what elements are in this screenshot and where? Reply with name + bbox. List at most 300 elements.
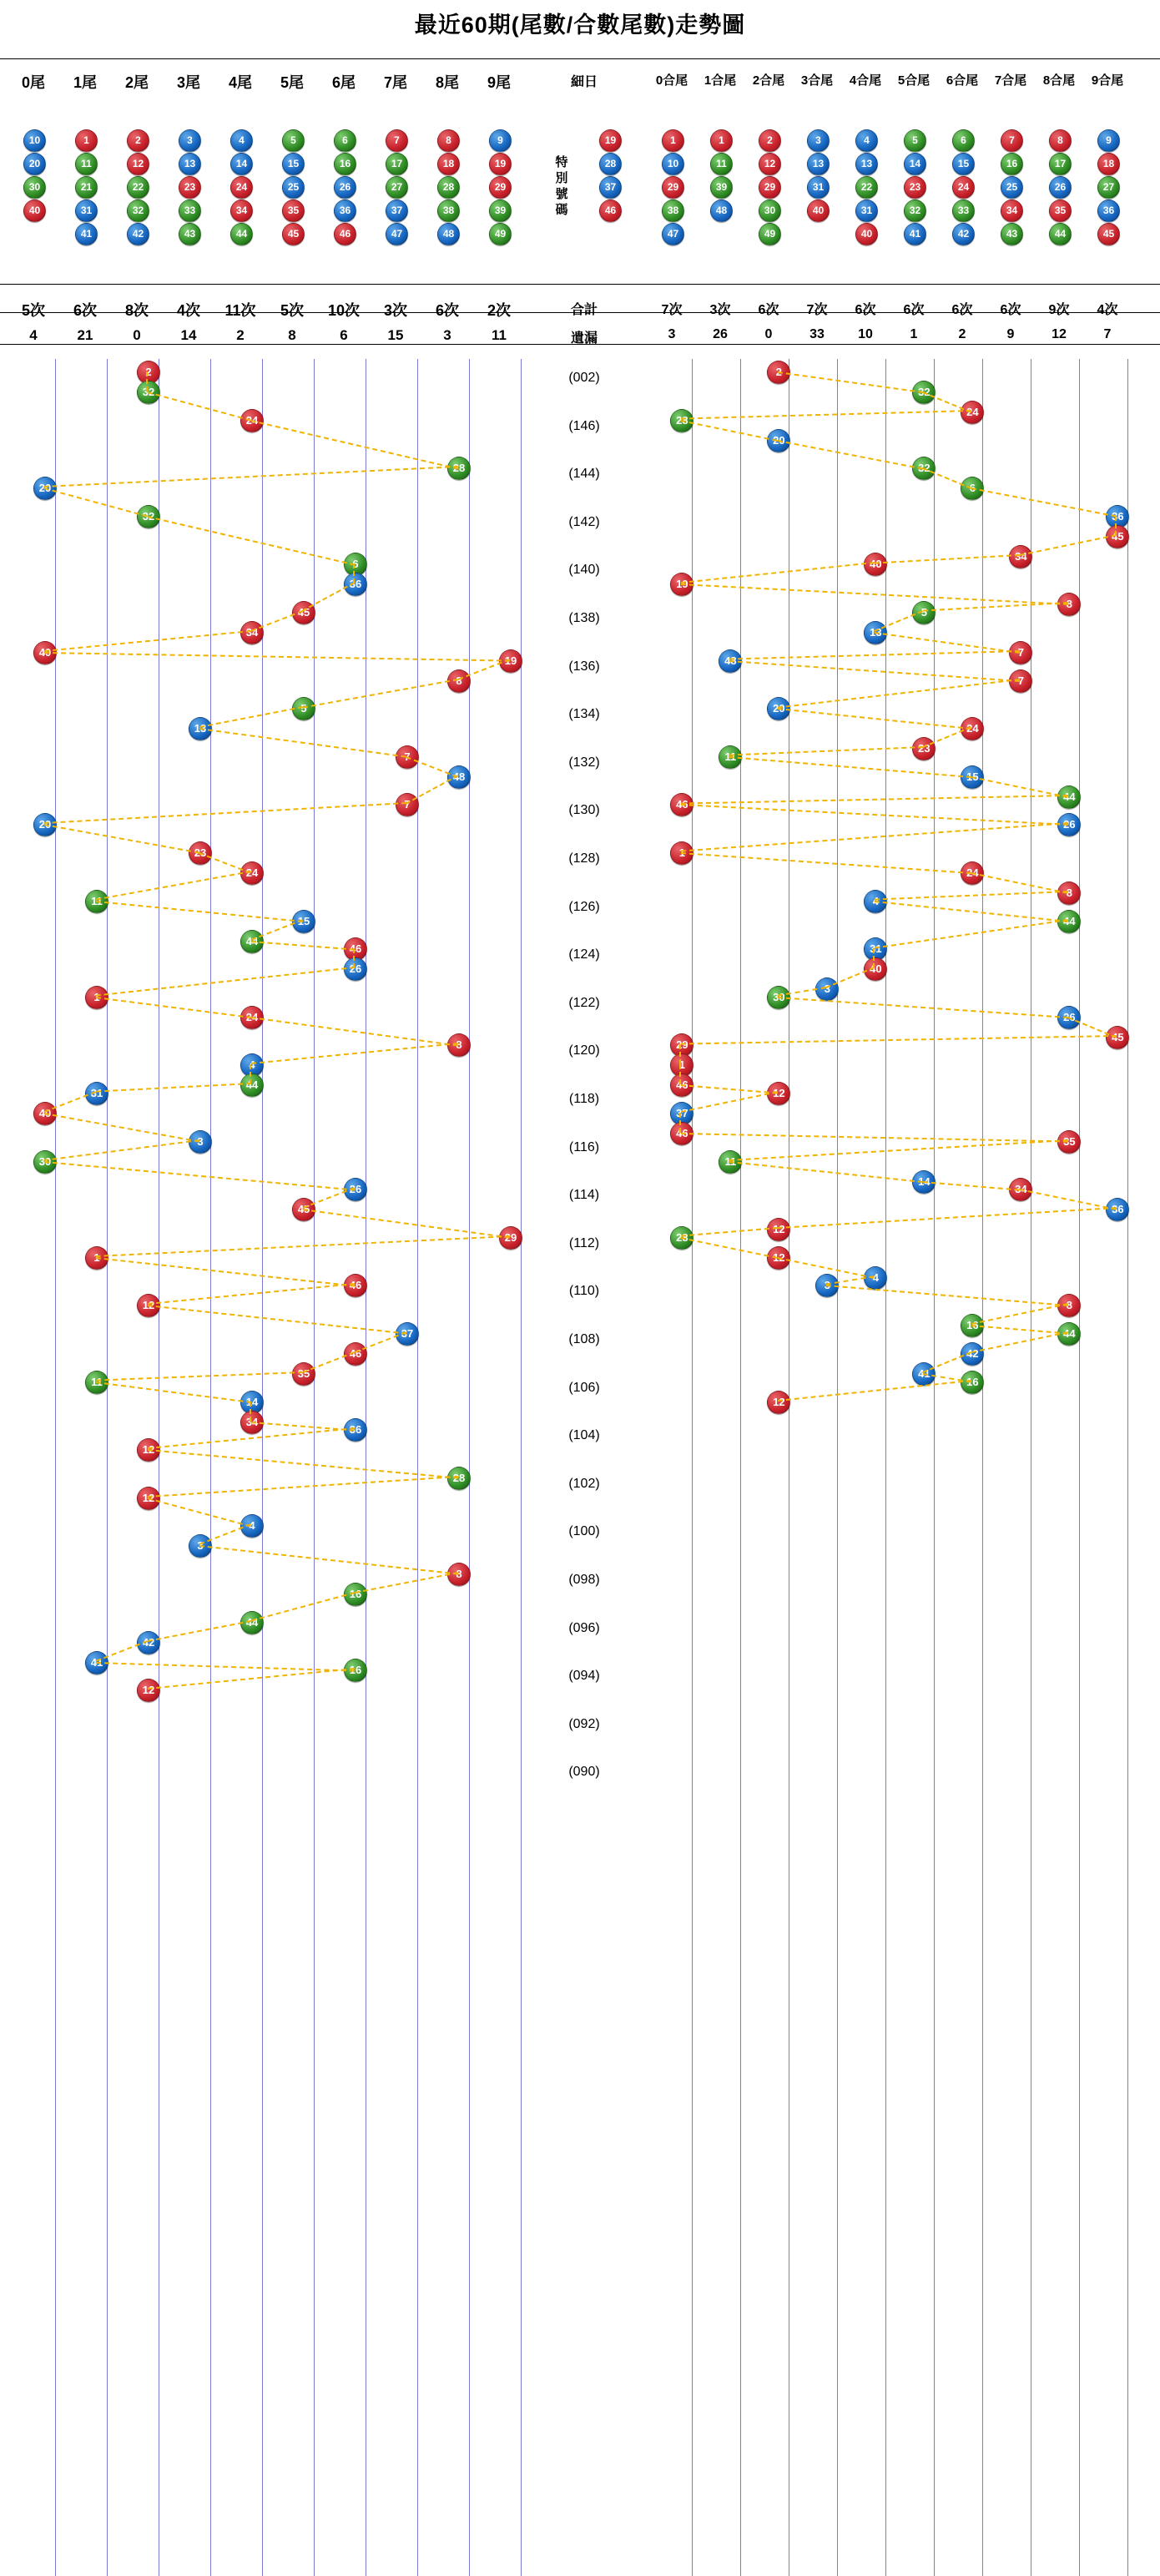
period-label: (098) (568, 1573, 600, 1587)
column-miss: 21 (77, 327, 93, 343)
connector-line (44, 824, 199, 854)
plot-ball-right: 7 (1009, 641, 1032, 664)
connector-line (251, 1043, 458, 1064)
plot-ball-left: 8 (447, 669, 471, 693)
period-label: (146) (568, 418, 600, 433)
column-header-6尾: 6尾 (331, 74, 356, 91)
connector-line (729, 650, 1020, 660)
grid-line-right (934, 359, 935, 2576)
connector-line (146, 371, 148, 391)
plot-ball-right: 12 (767, 1218, 790, 1241)
header-ball: 8 (437, 129, 460, 152)
header-ball: 16 (1001, 153, 1023, 175)
connector-line (148, 1498, 252, 1528)
plot-ball-right: 16 (961, 1371, 984, 1394)
plot-ball-right: 46 (670, 793, 693, 816)
plot-ball-right: 32 (912, 381, 936, 404)
connector-line (681, 804, 1068, 826)
date-label: 細日 (570, 75, 598, 89)
plot-ball-left: 46 (344, 1342, 367, 1366)
connector-line (251, 420, 458, 470)
plot-ball-right: 16 (961, 1314, 984, 1337)
plot-ball-left: 11 (85, 890, 108, 913)
header-ball: 28 (437, 176, 460, 199)
plot-ball-left: 24 (240, 1006, 264, 1029)
special-ball: 19 (599, 129, 622, 152)
header-ball: 12 (759, 153, 781, 175)
plot-ball-left: 35 (292, 1362, 315, 1386)
plot-ball-left: 8 (447, 1563, 471, 1586)
plot-ball-left: 4 (240, 1053, 264, 1077)
grid-line-right (982, 359, 983, 2576)
header-ball: 26 (1049, 176, 1072, 199)
header-ball: 10 (662, 153, 684, 175)
plot-ball-right: 24 (961, 861, 984, 885)
connector-line (729, 1161, 923, 1183)
period-label: (134) (568, 707, 600, 722)
header-ball: 44 (230, 223, 253, 245)
connector-line (681, 852, 971, 874)
grid-line-left (210, 359, 211, 2576)
header-ball: 31 (855, 200, 878, 222)
special-ball: 37 (599, 176, 622, 199)
column-miss: 9 (1006, 327, 1015, 341)
period-label: (114) (568, 1188, 600, 1203)
connector-line (199, 1545, 458, 1575)
plot-ball-left: 37 (396, 1322, 419, 1346)
plot-ball-left: 16 (344, 1659, 367, 1682)
special-ball: 46 (599, 200, 622, 222)
connector-line (875, 901, 1068, 922)
connector-line (875, 891, 1068, 901)
connector-line (681, 1084, 778, 1094)
connector-line (44, 802, 406, 824)
header-ball: 1 (75, 129, 98, 152)
connector-line (96, 1662, 355, 1672)
column-miss: 1 (910, 327, 918, 341)
plot-ball-left: 12 (137, 1438, 160, 1462)
plot-ball-left: 40 (33, 1102, 57, 1125)
plot-ball-right: 11 (719, 745, 742, 769)
plot-ball-left: 12 (137, 1294, 160, 1317)
header-ball: 27 (1097, 176, 1120, 199)
miss-label: 遺漏 (570, 331, 598, 346)
period-label: (132) (568, 755, 600, 770)
connector-line (96, 871, 251, 901)
plot-ball-left: 11 (85, 1371, 108, 1394)
plot-ball-right: 2 (767, 361, 790, 384)
column-frequency: 7次 (806, 303, 828, 317)
column-miss: 33 (809, 327, 825, 341)
header-ball: 40 (855, 223, 878, 245)
header-ball: 11 (75, 153, 98, 175)
period-label: (106) (568, 1380, 600, 1395)
header-ball: 31 (807, 176, 830, 199)
header-ball: 45 (282, 223, 305, 245)
header-ball: 41 (75, 223, 98, 245)
header-ball: 46 (334, 223, 356, 245)
plot-ball-left: 32 (137, 381, 160, 404)
column-header-9尾: 9尾 (487, 74, 511, 91)
connector-line (353, 948, 355, 968)
header-ball: 4 (855, 129, 878, 152)
column-header-1尾: 1尾 (73, 74, 97, 91)
page-title: 最近60期(尾數/合數尾數)走勢圖 (414, 13, 746, 38)
plot-ball-left: 16 (344, 1583, 367, 1606)
header-ball: 29 (489, 176, 512, 199)
header-ball: 38 (437, 200, 460, 222)
period-label: (130) (568, 803, 600, 818)
column-miss: 10 (858, 327, 873, 341)
connector-line (353, 563, 355, 583)
plot-ball-left: 44 (240, 930, 264, 953)
plot-ball-right: 48 (719, 649, 742, 673)
grid-line-left (107, 359, 108, 2576)
plot-ball-right: 32 (912, 457, 936, 480)
plot-ball-right: 12 (767, 1246, 790, 1270)
plot-ball-right: 7 (1009, 669, 1032, 693)
connector-line (826, 1285, 1068, 1306)
connector-line (681, 1227, 778, 1237)
column-frequency: 8次 (124, 302, 149, 319)
header-ball: 33 (952, 200, 975, 222)
header-ball: 32 (904, 200, 926, 222)
header-ball: 26 (334, 176, 356, 199)
column-header-3尾: 3尾 (176, 74, 200, 91)
plot-ball-right: 45 (1106, 1026, 1129, 1049)
connector-line (681, 420, 778, 442)
connector-line (923, 602, 1068, 612)
connector-line (148, 1305, 406, 1335)
column-frequency: 10次 (327, 302, 361, 319)
plot-ball-left: 44 (240, 1073, 264, 1097)
plot-ball-left: 28 (447, 457, 471, 480)
header-ball: 36 (334, 200, 356, 222)
plot-ball-right: 28 (670, 409, 693, 432)
plot-ball-left: 13 (189, 717, 212, 740)
connector-line (44, 1139, 199, 1161)
plot-ball-left: 34 (240, 1411, 264, 1434)
plot-ball-left: 7 (396, 793, 419, 816)
column-header-4尾: 4尾 (228, 74, 252, 91)
grid-line-left (417, 359, 418, 2576)
plot-ball-right: 23 (912, 737, 936, 760)
plot-ball-right: 20 (767, 697, 790, 720)
header-ball: 34 (230, 200, 253, 222)
period-label: (128) (568, 851, 600, 866)
connector-line (251, 941, 355, 951)
header-ball: 48 (437, 223, 460, 245)
column-frequency: 6次 (855, 303, 876, 317)
connector-line (406, 756, 458, 778)
plot-ball-left: 40 (33, 641, 57, 664)
column-frequency: 6次 (758, 303, 779, 317)
header-ball: 22 (127, 176, 149, 199)
period-label: (124) (568, 947, 600, 962)
period-label: (092) (568, 1716, 600, 1731)
column-frequency: 4次 (176, 302, 200, 319)
period-label: (108) (568, 1332, 600, 1346)
header-ball: 49 (489, 223, 512, 245)
plot-ball-left: 5 (292, 697, 315, 720)
connector-line (148, 1668, 355, 1690)
plot-ball-left: 45 (292, 1198, 315, 1221)
header-ball: 9 (1097, 129, 1120, 152)
plot-ball-right: 44 (1057, 910, 1081, 933)
header-ball: 32 (127, 200, 149, 222)
header-ball: 7 (386, 129, 408, 152)
plot-ball-right: 8 (1057, 881, 1081, 905)
connector-line (44, 487, 149, 518)
header-ball: 30 (759, 200, 781, 222)
column-header-7合尾: 7合尾 (994, 73, 1027, 88)
column-frequency: 5次 (21, 302, 45, 319)
connector-line (250, 1064, 251, 1084)
column-miss: 14 (180, 327, 197, 343)
connector-line (875, 554, 1020, 564)
connector-line (148, 1476, 458, 1498)
header-ball: 15 (282, 153, 305, 175)
connector-line (778, 440, 923, 470)
period-label: (140) (568, 563, 600, 578)
plot-ball-right: 1 (670, 1053, 693, 1077)
plot-ball-right: 15 (961, 765, 984, 789)
connector-line (148, 391, 252, 422)
header-ball: 42 (952, 223, 975, 245)
column-miss: 3 (443, 327, 451, 343)
connector-line (199, 852, 251, 874)
connector-line (923, 1181, 1020, 1191)
header-ball: 40 (807, 200, 830, 222)
connector-line (971, 1325, 1068, 1335)
connector-line (96, 1257, 355, 1287)
connector-line (681, 1035, 1117, 1045)
period-label: (138) (568, 611, 600, 625)
connector-line (729, 746, 923, 756)
plot-ball-right: 46 (670, 1122, 693, 1145)
header-ball: 15 (952, 153, 975, 175)
plot-ball-right: 34 (1009, 1178, 1032, 1201)
plot-ball-left: 8 (447, 1033, 471, 1057)
plot-ball-left: 20 (33, 477, 57, 500)
column-miss: 8 (288, 327, 296, 343)
column-miss: 26 (713, 327, 728, 341)
plot-ball-right: 26 (1057, 1006, 1081, 1029)
period-label: (126) (568, 899, 600, 914)
connector-line (44, 1161, 355, 1191)
plot-ball-left: 34 (240, 621, 264, 644)
plot-ball-right: 36 (1106, 1198, 1129, 1221)
column-miss: 11 (492, 327, 507, 343)
header-ball: 37 (386, 200, 408, 222)
header-ball: 29 (662, 176, 684, 199)
connector-line (199, 1524, 251, 1546)
connector-line (778, 708, 971, 730)
plot-ball-left: 26 (344, 1178, 367, 1201)
connector-line (681, 1237, 778, 1259)
column-header-2尾: 2尾 (124, 74, 149, 91)
plot-ball-left: 23 (189, 841, 212, 865)
column-frequency: 11次 (224, 302, 256, 319)
period-label: (002) (568, 371, 600, 385)
column-header-5尾: 5尾 (280, 74, 304, 91)
connector-line (778, 371, 923, 393)
column-header-9合尾: 9合尾 (1091, 73, 1124, 88)
plot-ball-right: 13 (864, 621, 887, 644)
header-ball: 1 (710, 129, 733, 152)
header-ball: 42 (127, 223, 149, 245)
header-ball: 35 (282, 200, 305, 222)
column-header-8合尾: 8合尾 (1042, 73, 1076, 88)
column-miss: 4 (29, 327, 38, 343)
plot-ball-right: 5 (912, 601, 936, 624)
plot-ball-left: 12 (137, 1679, 160, 1702)
header-rule (0, 58, 1160, 59)
header-ball: 27 (386, 176, 408, 199)
plot-ball-left: 36 (344, 573, 367, 596)
connector-line (96, 997, 251, 1018)
plot-ball-right: 45 (1106, 525, 1129, 548)
plot-ball-right: 44 (1057, 1322, 1081, 1346)
header-ball: 24 (952, 176, 975, 199)
header-ball: 13 (855, 153, 878, 175)
period-label: (100) (568, 1524, 600, 1539)
plot-ball-right: 8 (1057, 593, 1081, 616)
connector-line (681, 583, 1068, 605)
plot-ball-left: 26 (344, 957, 367, 981)
plot-ball-left: 24 (240, 409, 264, 432)
column-frequency: 7次 (661, 303, 683, 317)
plot-ball-right: 20 (767, 429, 790, 452)
connector-line (199, 728, 406, 758)
plot-ball-left: 1 (85, 1246, 108, 1270)
header-ball: 10 (23, 129, 46, 152)
column-header-0尾: 0尾 (21, 74, 45, 91)
header-ball: 49 (759, 223, 781, 245)
plot-ball-right: 6 (961, 477, 984, 500)
grid-line-left (469, 359, 470, 2576)
column-miss: 12 (1052, 327, 1067, 341)
header-ball: 6 (952, 129, 975, 152)
header-ball: 22 (855, 176, 878, 199)
header-ball: 8 (1049, 129, 1072, 152)
header-ball: 19 (489, 153, 512, 175)
period-label: (112) (568, 1235, 600, 1250)
header-ball: 34 (1001, 200, 1023, 222)
header-ball: 14 (230, 153, 253, 175)
plot-ball-right: 19 (670, 573, 693, 596)
plot-ball-left: 32 (137, 505, 160, 528)
column-frequency: 5次 (280, 302, 304, 319)
plot-ball-left: 19 (499, 649, 522, 673)
grid-line-left (262, 359, 263, 2576)
plot-ball-left: 46 (344, 937, 367, 961)
connector-line (44, 1113, 199, 1143)
header-ball: 2 (759, 129, 781, 152)
column-frequency: 4次 (1097, 303, 1118, 317)
plot-ball-right: 12 (767, 1391, 790, 1414)
plot-ball-right: 31 (864, 937, 887, 961)
connector-line (96, 1371, 303, 1381)
connector-line (778, 1207, 1117, 1229)
plot-ball-right: 44 (1057, 785, 1081, 809)
connector-line (44, 630, 251, 652)
plot-ball-right: 4 (864, 890, 887, 913)
column-frequency: 6次 (435, 302, 459, 319)
header-ball: 24 (230, 176, 253, 199)
connector-line (778, 679, 1020, 709)
connector-line (148, 1449, 458, 1479)
column-frequency: 9次 (1048, 303, 1070, 317)
grid-line-left (55, 359, 56, 2576)
total-label: 合計 (570, 303, 598, 317)
connector-line (96, 967, 355, 997)
connector-line (199, 706, 303, 728)
plot-ball-right: 8 (1057, 1294, 1081, 1317)
plot-ball-left: 1 (85, 986, 108, 1009)
header-ball: 2 (127, 129, 149, 152)
plot-ball-left: 31 (85, 1082, 108, 1105)
plot-ball-left: 30 (33, 1150, 57, 1174)
column-header-3合尾: 3合尾 (800, 73, 834, 88)
period-label: (142) (568, 514, 600, 529)
connector-line (681, 822, 1068, 852)
period-label: (094) (568, 1669, 600, 1684)
connector-line (355, 1572, 458, 1594)
column-miss: 2 (236, 327, 245, 343)
header-ball: 43 (179, 223, 201, 245)
header-ball: 18 (1097, 153, 1120, 175)
connector-line (96, 1083, 251, 1093)
header-ball: 17 (1049, 153, 1072, 175)
header-ball: 48 (710, 200, 733, 222)
grid-line-right (692, 359, 693, 2576)
plot-ball-left: 42 (137, 1631, 160, 1654)
header-ball: 20 (23, 153, 46, 175)
plot-ball-left: 44 (240, 1611, 264, 1634)
column-frequency: 2次 (487, 302, 511, 319)
header-ball: 45 (1097, 223, 1120, 245)
grid-line-right (740, 359, 741, 2576)
plot-ball-right: 11 (719, 1150, 742, 1174)
plot-ball-right: 37 (670, 1102, 693, 1125)
plot-ball-left: 15 (292, 910, 315, 933)
header-ball: 31 (75, 200, 98, 222)
connector-line (406, 775, 458, 804)
header-ball: 25 (282, 176, 305, 199)
plot-ball-left: 2 (137, 361, 160, 384)
plot-ball-right: 41 (912, 1362, 936, 1386)
connector-line (148, 1620, 251, 1642)
header-ball: 12 (127, 153, 149, 175)
plot-ball-left: 36 (344, 1418, 367, 1442)
plot-ball-right: 46 (670, 1073, 693, 1097)
plot-ball-left: 29 (499, 1226, 522, 1250)
special-ball: 28 (599, 153, 622, 175)
period-label: (122) (568, 995, 600, 1010)
connector-line (778, 1380, 971, 1402)
grid-line-left (521, 359, 522, 2576)
connector-line (148, 1283, 355, 1305)
column-header-0合尾: 0合尾 (655, 73, 688, 88)
period-label: (136) (568, 659, 600, 674)
plot-ball-left: 7 (396, 745, 419, 769)
column-header-5合尾: 5合尾 (897, 73, 931, 88)
plot-ball-left: 48 (447, 765, 471, 789)
header-ball: 3 (807, 129, 830, 152)
plot-ball-right: 24 (961, 717, 984, 740)
header-ball: 29 (759, 176, 781, 199)
